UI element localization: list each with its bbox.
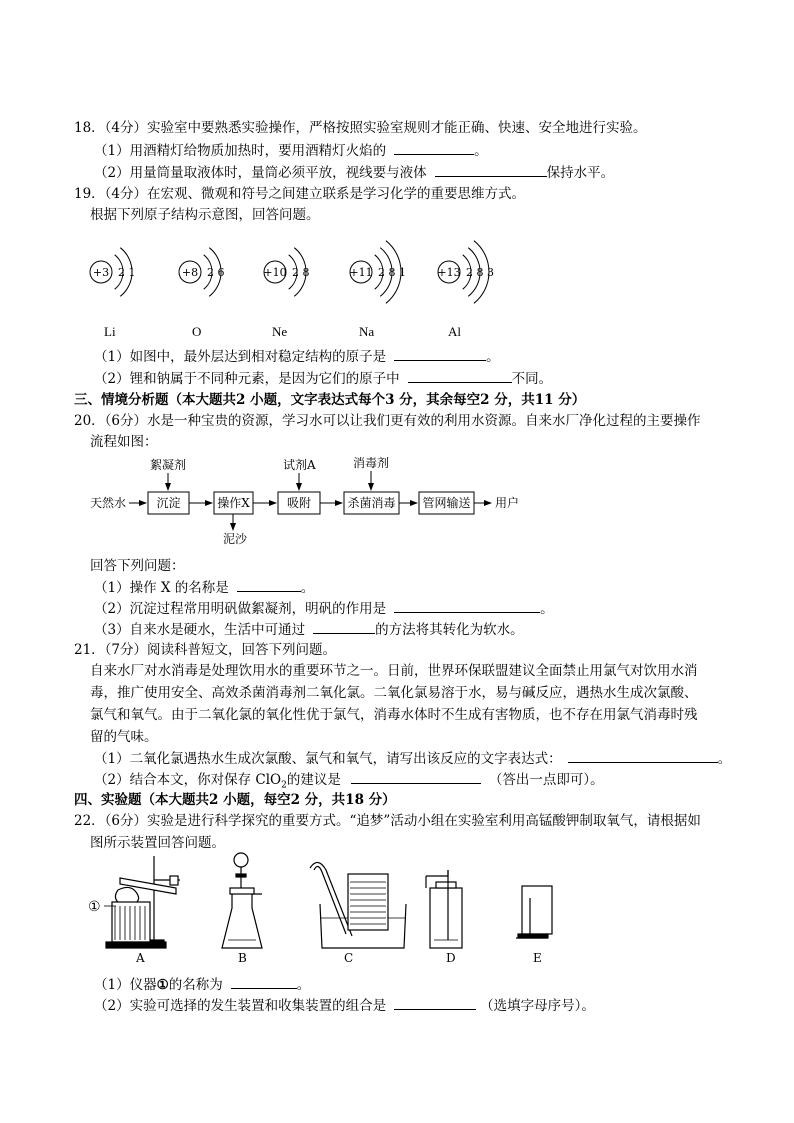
atom-diagram-o xyxy=(179,248,225,297)
q18-part2-end: 保持水平。 xyxy=(546,165,615,181)
atom-nucleus-charge: +11 xyxy=(349,266,373,279)
q21-part1-end: 。 xyxy=(717,751,732,767)
q19-part1-end: 。 xyxy=(486,349,500,365)
q19-part2-text: （2）锂和钠属于不同种元素，是因为它们的原子中 xyxy=(94,371,400,387)
apparatus-label-e: E xyxy=(533,951,542,965)
q20-answer-2-blank[interactable] xyxy=(394,598,540,613)
q22-stem2: 图所示装置回答问题。 xyxy=(90,835,225,851)
q20-part1 xyxy=(94,577,314,598)
electron-counts: 2 1 xyxy=(118,266,136,279)
apparatus-label-b: B xyxy=(238,951,247,965)
flow-step-pipeline: 管网输送 xyxy=(422,496,471,510)
q21-passage-line-4: 留的气味。 xyxy=(90,729,158,745)
q18-answer-2-blank[interactable] xyxy=(435,162,547,177)
q21-part2-end: （答出一点即可）。 xyxy=(488,772,604,788)
q19-stem: 19．（4分）在宏观、微观和符号之间建立联系是学习化学的重要思维方式。 xyxy=(74,186,526,202)
q19-stem2: 根据下列原子结构示意图，回答问题。 xyxy=(90,207,320,223)
q22-part1-end: 。 xyxy=(296,977,311,993)
q20-part2-text: （2）沉淀过程常用明矾做絮凝剂，明矾的作用是 xyxy=(94,601,387,617)
q20-answer-1-blank[interactable] xyxy=(237,577,301,592)
element-symbol-na: Na xyxy=(359,324,375,339)
electron-counts: 2 6 xyxy=(207,266,225,279)
atom-structure-diagrams xyxy=(0,222,794,322)
q22-part1-text: （1）仪器 xyxy=(94,977,157,993)
q20-stem: 20．（6分）水是一种宝贵的资源，学习水可以让我们更有效的利用水资源。自来水厂净化过程的主要操作 xyxy=(74,413,701,429)
q21-answer-2-blank[interactable] xyxy=(351,769,481,784)
q22-part1-marker: ① xyxy=(156,977,169,993)
flow-step-operation-x: 操作X xyxy=(217,496,250,510)
q22-stem: 22．（6分）实验是进行科学探究的重要方式。“追梦”活动小组在实验室利用高锰酸钾制取氧气，请根据如 xyxy=(74,813,701,829)
apparatus-b-flask xyxy=(222,853,262,948)
q18-part2-text: （2）用量筒量取液体时，量筒必须平放，视线要与液体 xyxy=(94,165,427,181)
q18-part1-text: （1）用酒精灯给物质加热时，要用酒精灯火焰的 xyxy=(94,143,387,159)
element-symbol-al: Al xyxy=(448,324,461,339)
lab-apparatus-diagram xyxy=(0,848,794,972)
apparatus-label-c: C xyxy=(344,951,354,965)
q19-part2 xyxy=(94,368,552,389)
q20-prompt: 回答下列问题： xyxy=(90,558,185,574)
q19-answer-1-blank[interactable] xyxy=(394,346,486,361)
atom-nucleus-charge: +13 xyxy=(437,266,461,279)
flow-input-flocculant: 絮凝剂 xyxy=(150,458,187,472)
q19-part1 xyxy=(94,346,500,367)
q22-answer-2-blank[interactable] xyxy=(394,995,476,1010)
atom-nucleus-charge: +3 xyxy=(92,266,110,279)
q20-stem2: 流程如图： xyxy=(90,434,158,450)
apparatus-d-gas-bottle xyxy=(426,870,462,948)
flow-step-adsorption: 吸附 xyxy=(286,496,312,510)
atom-diagram-ne xyxy=(263,248,309,297)
q20-part1-text: （1）操作 X 的名称是 xyxy=(94,580,229,596)
flow-step-sedimentation: 沉淀 xyxy=(156,496,181,510)
q18-part1 xyxy=(94,140,488,161)
electron-counts: 2 8 3 xyxy=(466,266,494,279)
flow-end: 用户 xyxy=(495,496,520,510)
q21-part1 xyxy=(94,748,731,769)
q22-answer-1-blank[interactable] xyxy=(231,974,297,989)
flow-start: 天然水 xyxy=(90,496,127,510)
apparatus-label-a: A xyxy=(136,951,145,965)
element-symbol-o: O xyxy=(192,324,202,339)
q22-part2-end: （选填字母序号）。 xyxy=(480,998,595,1014)
q18-part2 xyxy=(94,162,614,183)
apparatus-c-water-trough xyxy=(310,862,406,948)
q18-stem: 18．（4分）实验室中要熟悉实验操作，严格按照实验室规则才能正确、快速、安全地进行实验。 xyxy=(74,120,647,136)
apparatus-label-d: D xyxy=(446,951,456,965)
q20-part1-end: 。 xyxy=(300,580,315,596)
q19-part1-text: （1）如图中，最外层达到相对稳定结构的原子是 xyxy=(94,349,387,365)
q20-answer-3-blank[interactable] xyxy=(313,619,375,634)
q18-answer-1-blank[interactable] xyxy=(394,140,474,155)
atom-diagram-na xyxy=(349,241,406,304)
q20-part2-end: 。 xyxy=(540,601,554,617)
q19-part2-end: 不同。 xyxy=(511,371,553,387)
atom-diagram-al xyxy=(437,241,494,304)
flow-step-disinfection: 杀菌消毒 xyxy=(347,496,396,510)
q22-part1-mid: 的名称为 xyxy=(168,977,223,993)
apparatus-marker-1: ① xyxy=(88,899,101,915)
q21-part1-text: （1）二氧化氯遇热水生成次氯酸、氯气和氧气，请写出该反应的文字表达式： xyxy=(94,751,562,767)
q21-part2-subscript: 2 xyxy=(281,780,287,791)
q20-part3-end: 的方法将其转化为软水。 xyxy=(375,622,524,638)
q21-part2-text: （2）结合本文，你对保存 ClO xyxy=(94,772,282,788)
flow-output-silt: 泥沙 xyxy=(223,532,248,546)
flow-input-disinfectant: 消毒剂 xyxy=(353,456,390,470)
q20-part2 xyxy=(94,598,554,619)
apparatus-e-inverted-bottle xyxy=(516,886,552,938)
element-symbol-li: Li xyxy=(104,324,116,339)
element-symbol-ne: Ne xyxy=(272,324,288,339)
atom-nucleus-charge: +10 xyxy=(263,266,287,279)
atom-diagram-li xyxy=(90,248,136,297)
q19-answer-2-blank[interactable] xyxy=(408,368,512,383)
q21-part2-mid: 的建议是 xyxy=(286,772,341,788)
atom-nucleus-charge: +8 xyxy=(181,266,199,279)
q22-part2 xyxy=(94,995,595,1016)
apparatus-a-heating-setup xyxy=(104,856,180,948)
q21-passage-line-2: 毒，推广使用安全、高效杀菌消毒剂二氧化氯。二氧化氯易溶于水，易与碱反应，遇热水生成次氯酸、 xyxy=(90,685,698,701)
water-purification-flowchart xyxy=(0,450,794,550)
section-3-heading: 三、情境分析题（本大题共2 小题，文字表达式每个3 分，其余每空2 分，共11 分） xyxy=(74,392,586,408)
flow-input-reagent-a: 试剂A xyxy=(283,458,316,472)
q21-passage-line-1: 自来水厂对水消毒是处理饮用水的重要环节之一。日前，世界环保联盟建议全面禁止用氯气对饮用水消 xyxy=(90,663,698,679)
q22-part1 xyxy=(94,974,310,995)
electron-counts: 2 8 xyxy=(292,266,310,279)
q20-part3-text: （3）自来水是硬水，生活中可通过 xyxy=(94,622,306,638)
q22-part2-text: （2）实验可选择的发生装置和收集装置的组合是 xyxy=(94,998,387,1014)
q18-part1-end: 。 xyxy=(474,143,488,159)
q21-passage-line-3: 氯气和氧气。由于二氧化氯的氧化性优于氯气，消毒水体时不生成有害物质，也不存在用氯气消毒时残 xyxy=(90,707,698,723)
q21-stem: 21．（7分）阅读科普短文，回答下列问题。 xyxy=(74,642,337,658)
section-4-heading: 四、实验题（本大题共2 小题，每空2 分，共18 分） xyxy=(74,792,396,808)
q20-part3 xyxy=(94,619,524,640)
q21-answer-1-blank[interactable] xyxy=(568,748,718,763)
electron-counts: 2 8 1 xyxy=(378,266,406,279)
